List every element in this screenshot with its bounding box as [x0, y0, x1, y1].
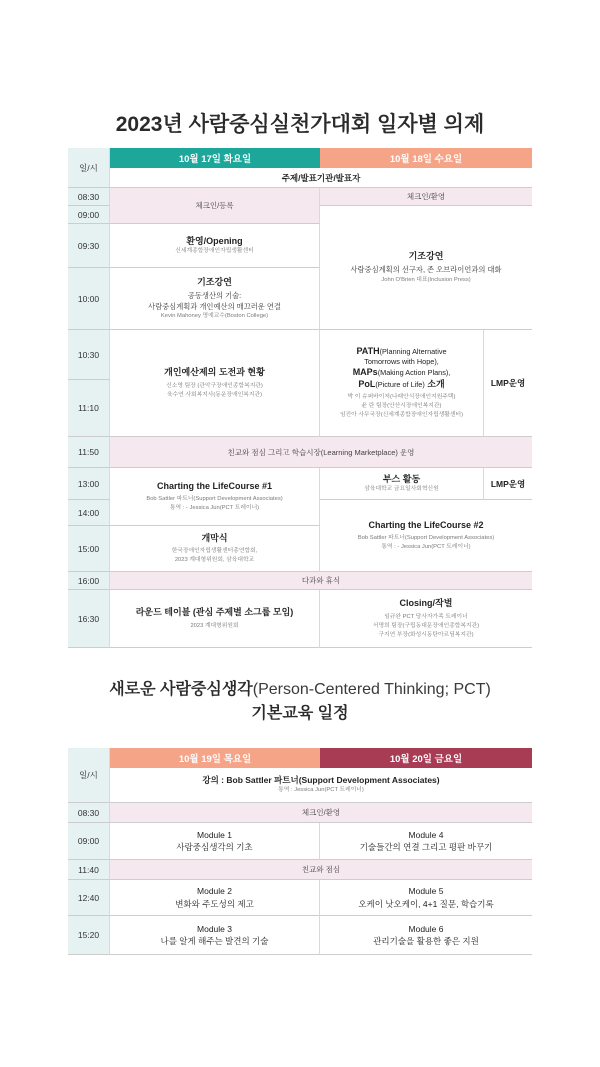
- session-opening-ceremony: [110, 526, 320, 572]
- pol-acronym: PoL: [358, 378, 376, 389]
- session-title: 개인예산제의 도전과 현황: [164, 367, 265, 378]
- interpreter-info: 통역 : Jessica Jun(PCT 트레이너): [278, 787, 364, 794]
- session-title: Charting the LifeCourse #1: [156, 480, 273, 491]
- time-slot: 15:20: [68, 916, 110, 955]
- session-detail: 2023 계대형위원회, 삼육대학교: [174, 557, 255, 564]
- session-title: 라운드 테이블 (관심 주제별 소그룹 모임): [135, 607, 294, 618]
- session-path-maps-pol: [320, 330, 484, 437]
- session-welcome: [110, 224, 320, 268]
- session-title-line: [358, 379, 444, 391]
- day2-checkin: 체크인/환영: [320, 188, 532, 206]
- day-header-oct19: 10월 19일 목요일: [110, 748, 320, 768]
- time-slot: 08:30: [68, 188, 110, 206]
- break-row: 다과와 휴식: [110, 572, 532, 590]
- agenda-table: [68, 148, 532, 648]
- module-cell: [110, 916, 320, 955]
- intro-label: 소개: [424, 378, 445, 389]
- module-cell: [320, 823, 532, 860]
- lmp-operation-morning: LMP운영: [484, 330, 532, 437]
- session-subtitle: 사람중심계획의 선구자, 존 오브라이언과의 대화: [350, 265, 502, 275]
- time-slot: 11:50: [68, 437, 110, 468]
- maps-acronym: MAPs: [352, 366, 378, 377]
- session-title: Closing/작별: [399, 598, 453, 609]
- session-detail: 육수연 사회복지사(동운장애인복지관): [166, 391, 263, 398]
- module-topic: 기술들간의 연결 그리고 평판 바꾸기: [359, 842, 493, 852]
- session-detail: 신소영 팀장 (관악구장애인종합복지관): [166, 382, 263, 389]
- time-slot: 10:00: [68, 268, 110, 330]
- session-detail: Bob Sattler 파트너(Support Development Associates): [357, 535, 495, 542]
- training-subtitle: 기본교육 일정: [251, 705, 349, 722]
- time-slot: 15:00: [68, 526, 110, 572]
- module-cell: [320, 880, 532, 916]
- time-slot: 09:00: [68, 206, 110, 224]
- time-slot: 10:30: [68, 330, 110, 380]
- time-slot: 11:40: [68, 860, 110, 880]
- lecturer-info: 강의 : Bob Sattler 파트너(Support Development Associates): [202, 774, 440, 785]
- session-detail: Bob Sattler 파트너(Support Development Associates): [146, 496, 283, 503]
- time-column-header: 일/시: [68, 148, 110, 188]
- checkin-row: 체크인/환영: [110, 803, 532, 823]
- module-cell: [110, 880, 320, 916]
- page-title: 2023년 사람중심실천가대회 일자별 의제: [115, 113, 485, 136]
- pol-expansion: (Picture of Life): [375, 379, 425, 389]
- time-slot: 14:00: [68, 500, 110, 526]
- session-subtitle: 공동생산의 기술:: [187, 291, 242, 301]
- module-topic: 관리기술을 활용한 좋은 지원: [373, 936, 479, 946]
- session-detail: 임규완 PCT 당사자가족 트레이너: [384, 613, 468, 620]
- training-title-main: 새로운 사람중심생각: [109, 681, 253, 698]
- session-detail: 2023 계대형위원회: [190, 622, 239, 629]
- module-topic: 변화와 주도성의 제고: [175, 898, 254, 909]
- day-header-oct17: 10월 17일 화요일: [110, 148, 320, 168]
- path-expansion: (Planning Alternative: [379, 346, 447, 356]
- session-detail: 한국장애인자립생활센터총연합회,: [171, 548, 258, 555]
- session-title: 환영/Opening: [186, 235, 243, 246]
- day-header-oct18: 10월 18일 수요일: [320, 148, 532, 168]
- module-name: Module 5: [408, 886, 444, 897]
- session-title-line: Tomorrows with Hope),: [364, 357, 439, 367]
- session-detail: Kevin Mahoney 명예교수(Boston College): [160, 312, 269, 319]
- session-title: 기조강연: [408, 251, 444, 262]
- session-detail: John O'Brien 대표(Inclusion Press): [381, 276, 471, 283]
- module-cell: [110, 823, 320, 860]
- module-topic: 사람중심생각의 기초: [176, 842, 253, 852]
- lecturer-row: [110, 768, 532, 803]
- day-header-oct20: 10월 20일 금요일: [320, 748, 532, 768]
- session-title-line: [356, 346, 446, 358]
- session-detail: 박 이 슈퍼바이저(나래안식장애인지원주택): [347, 394, 456, 401]
- session-booth: [320, 468, 484, 500]
- session-detail: 통역 : - Jessica Jun(PCT 트레이너): [381, 544, 471, 551]
- session-detail: 삼육대학교 금요일사회혁신원: [364, 486, 439, 493]
- maps-expansion: (Making Action Plans),: [377, 367, 451, 377]
- session-subtitle: 사람중심계획과 개인예산의 매끄러운 연결: [148, 301, 281, 311]
- session-keynote-day1: [110, 268, 320, 330]
- session-detail: 통역 : - Jessica Jun(PCT 트레이너): [169, 505, 260, 512]
- time-slot: 16:30: [68, 590, 110, 648]
- session-lifecourse-1: [110, 468, 320, 526]
- session-keynote-day2: [320, 206, 532, 330]
- training-title-english: (Person-Centered Thinking; PCT): [252, 681, 491, 698]
- session-detail: 서명희 팀장(구립동대문장애인종합복지관): [372, 622, 480, 629]
- day1-checkin: 체크인/등록: [110, 188, 320, 224]
- lunch-row: 친교와 점심 그리고 학습시장(Learning Marketplace) 운영: [110, 437, 532, 468]
- session-personal-budget: [110, 330, 320, 437]
- time-slot: 12:40: [68, 880, 110, 916]
- time-slot: 09:30: [68, 224, 110, 268]
- session-detail: 윤 란 팀장(안산시장애인복지관): [361, 403, 442, 410]
- time-slot: 08:30: [68, 803, 110, 823]
- module-name: Module 3: [197, 923, 232, 934]
- module-name: Module 2: [197, 886, 232, 897]
- session-title: 기조강연: [197, 277, 232, 288]
- session-detail: 임진아 사무국장(신세계종합장애인자립생활센터): [339, 412, 464, 419]
- session-closing: [320, 590, 532, 648]
- time-slot: 09:00: [68, 823, 110, 860]
- column-subheader: 주제/발표기관/발표자: [110, 168, 532, 188]
- module-name: Module 4: [408, 829, 444, 840]
- session-detail: 구지연 부장(화성시동탄아르딤복지관): [378, 631, 474, 638]
- time-slot: 13:00: [68, 468, 110, 500]
- session-roundtable: [110, 590, 320, 648]
- training-title: [0, 677, 600, 703]
- time-slot: 11:10: [68, 380, 110, 437]
- training-table: [68, 748, 532, 955]
- lmp-operation-afternoon: LMP운영: [484, 468, 532, 500]
- module-name: Module 1: [197, 829, 232, 840]
- session-lifecourse-2: [320, 500, 532, 572]
- session-title: Charting the LifeCourse #2: [368, 519, 484, 530]
- path-acronym: PATH: [356, 345, 380, 356]
- time-slot: 16:00: [68, 572, 110, 590]
- session-title: 개막식: [201, 532, 228, 543]
- session-title: 부스 활동: [382, 473, 421, 484]
- session-title-line: [353, 367, 451, 379]
- module-cell: [320, 916, 532, 955]
- session-detail: 신세계종합장애인자립생활센터: [175, 248, 254, 255]
- time-column-header: 일/시: [68, 748, 110, 803]
- module-name: Module 6: [408, 923, 444, 934]
- lunch-row: 친교와 점심: [110, 860, 532, 880]
- module-topic: 오케이 낫오케이, 4+1 질문, 학습기록: [358, 898, 494, 909]
- module-topic: 나를 알게 해주는 발견의 기술: [160, 936, 269, 946]
